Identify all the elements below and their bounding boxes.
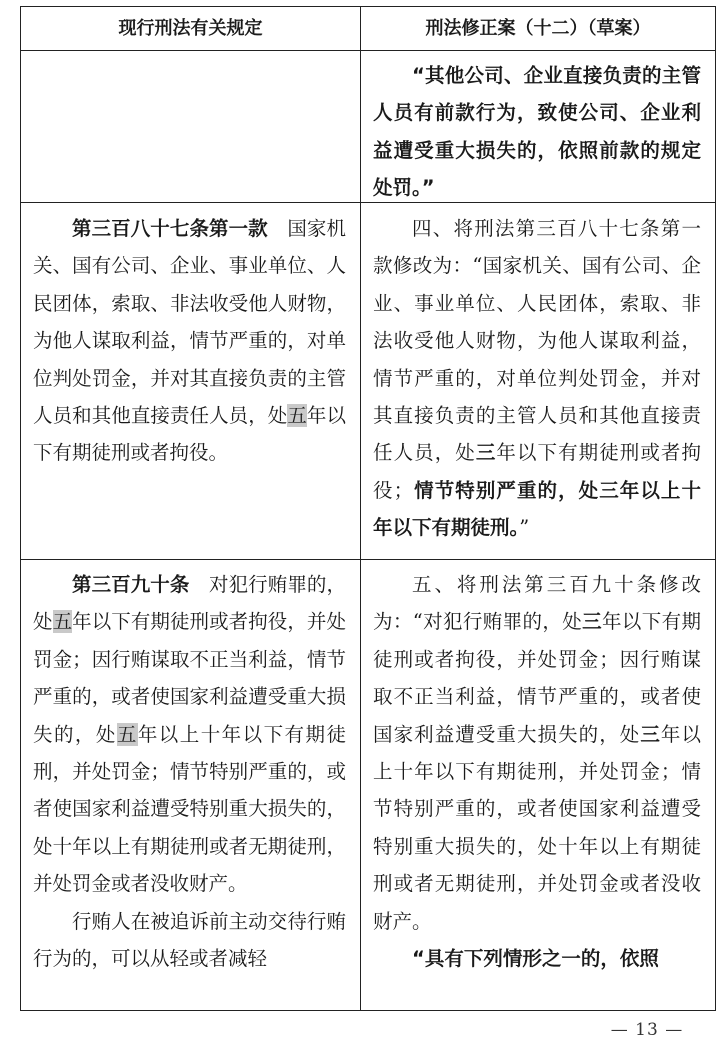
amended-clause: 情节特别严重的，处三年以上十年以下有期徒刑。 xyxy=(373,478,701,540)
row3-left-paragraph-2: 行贿人在被追诉前主动交待行贿行为的，可以从轻或者减轻 xyxy=(33,909,346,971)
row3-right-text-mid: 年以下有期徒刑或者拘役，并处罚金；因行贿谋取不正当利益，情节严重的，或者使国家利益遭受重大损失的，处 xyxy=(373,610,701,746)
amended-term: 三 xyxy=(582,610,602,634)
row-divider xyxy=(21,202,715,203)
row2-right-text: 四、将刑法第三百八十七条第一款修改为：“国家机关、国有公司、企业、事业单位、人民团体，索取、非法收受他人财物，为他人谋取利益，情节严重的，对单位判处罚金，并对其直接负责的主管人员和其他直接责任人员，处 xyxy=(373,217,701,465)
comparison-table xyxy=(20,6,716,1011)
highlighted-term: 五 xyxy=(287,404,307,428)
row3-right-text-tail: 年以上十年以下有期徒刑，并处罚金；情节特别严重的，或者使国家利益遭受特别重大损失的，处十年以上有期徒刑或者无期徒刑，并处罚金或者没收财产。 xyxy=(373,722,701,933)
row3-right-paragraph-2: “具有下列情形之一的，依照 xyxy=(412,947,659,971)
row3-left-text: 对犯行贿罪的，处 xyxy=(33,573,346,634)
row2-left-text: 国家机关、国有公司、企业、事业单位、人民团体，索取、非法收受他人财物，为他人谋取利益，情节严重的，对单位判处罚金，并对其直接负责的主管人员和其他直接责任人员，处 xyxy=(33,217,346,428)
row1-left-cell xyxy=(21,51,360,202)
row3-right-text: 五、将刑法第三百九十条修改为：“对犯行贿罪的，处 xyxy=(373,573,701,634)
page-number: — 13 — xyxy=(610,1020,684,1040)
row3-left-cell xyxy=(21,566,360,1012)
article-heading: 第三百八十七条第一款 xyxy=(72,217,268,240)
row1-right-bold-text: “其他公司、企业直接负责的主管人员有前款行为，致使公司、企业利益遭受重大损失的，依照前款的规定处罚。” xyxy=(373,64,701,200)
row3-left-text-tail: 年以上十年以下有期徒刑，并处罚金；情节特别严重的，或者使国家利益遭受特别重大损失的，处十年以上有期徒刑或者无期徒刑，并处罚金或者没收财产。 xyxy=(33,722,346,896)
highlighted-term: 五 xyxy=(116,722,138,746)
row3-left-text-mid: 年以下有期徒刑或者拘役，并处罚金；因行贿谋取不正当利益，情节严重的，或者使国家利益遭受重大损失的，处 xyxy=(33,610,346,746)
row2-right-cell xyxy=(361,210,715,559)
row2-right-text-tail: ” xyxy=(519,516,530,540)
highlighted-term: 五 xyxy=(52,610,73,634)
row3-right-cell xyxy=(361,566,715,1012)
row-divider xyxy=(21,559,715,560)
amended-term: 三 xyxy=(640,722,661,746)
header-current-law: 现行刑法有关规定 xyxy=(118,18,263,39)
header-amendment: 刑法修正案（十二）（草案） xyxy=(425,18,651,39)
article-heading: 第三百九十条 xyxy=(72,573,190,596)
row1-right-cell xyxy=(361,57,715,202)
row2-left-text-tail: 年以下有期徒刑或者拘役。 xyxy=(33,404,346,465)
row2-right-text-mid: 年以下有期徒刑或者拘役； xyxy=(373,441,701,502)
row2-left-cell xyxy=(21,210,360,559)
amended-term: 三 xyxy=(475,441,497,465)
